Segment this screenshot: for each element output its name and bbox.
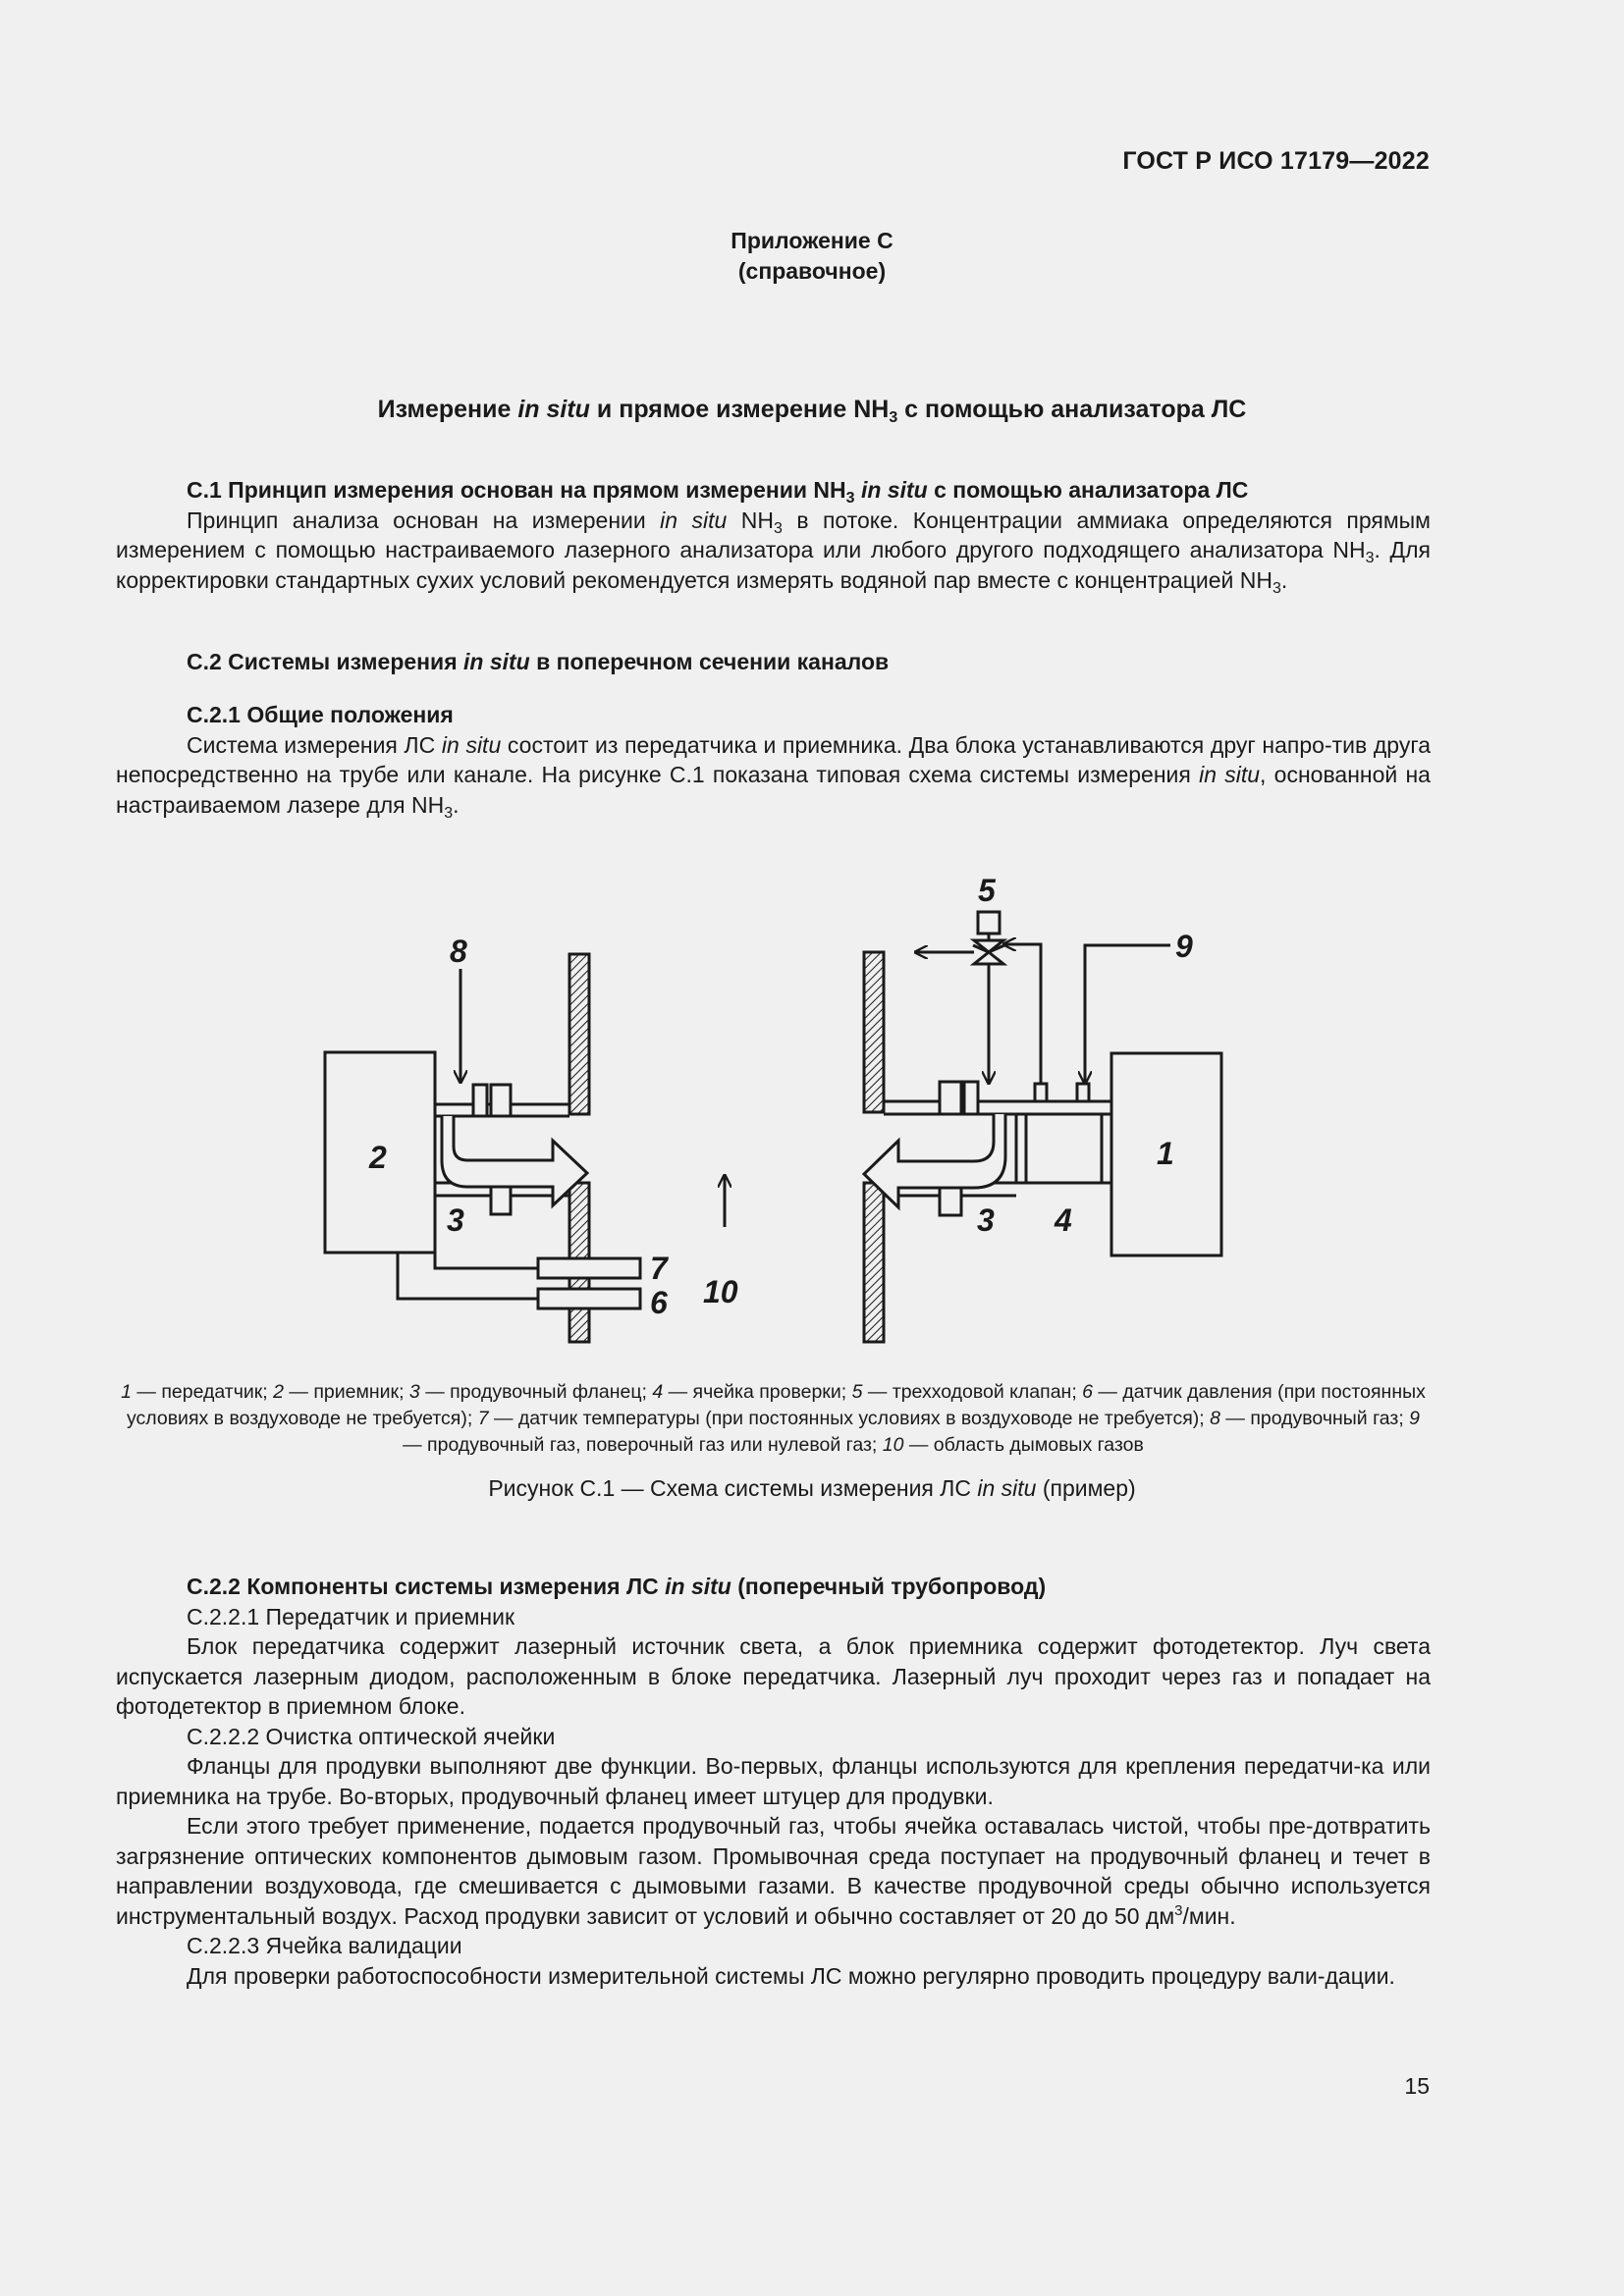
legend-item: 5 — трехходовой клапан;	[851, 1381, 1083, 1403]
label-3-left: 3	[447, 1202, 464, 1238]
document-code: ГОСТ Р ИСО 17179—2022	[1122, 147, 1430, 175]
section-c21-paragraph: Система измерения ЛС in situ состоит из передатчика и приемника. Два блока устанавливаются друг напро-тив друга непосредственно на трубе или канале. На рисунке С.1 показана типовая схема системы измерения in situ, основанной на настраиваемом лазере для $NH_3$.	[116, 731, 1431, 822]
label-6: 6	[650, 1285, 668, 1320]
section-c221-heading: С.2.2.1 Передатчик и приемник	[187, 1603, 515, 1629]
legend-item: 2 — приемник;	[273, 1381, 409, 1403]
section-c1-paragraph: Принцип анализа основан на измерении in situ $NH_3$ в потоке. Концентрации аммиака определяются прямым измерением с помощью настраиваемого лазерного анализатора или любого другого подходящего анализатора $NH_3$. Для корректировки стандартных сухих условий рекомендуется измерять водяной пар вместе с концентрацией $NH_3$.	[116, 507, 1431, 597]
legend-item: 9 — продувочный газ, поверочный газ или нулевой газ;	[403, 1408, 1421, 1456]
section-c223-heading: С.2.2.3 Ячейка валидации	[187, 1933, 462, 1958]
section-c21-heading: С.2.1 Общие положения	[187, 702, 454, 727]
label-10: 10	[703, 1274, 738, 1309]
right-duct-wall-lower	[864, 1183, 884, 1342]
section-c22	[116, 1572, 1431, 1991]
section-c222-paragraph-2: Если этого требует применение, подается продувочный газ, чтобы ячейка оставалась чистой, чтобы пре-дотвратить загрязнение оптических компонентов дымовым газом. Промывочная среда поступает на продувочный фланец и течет в направлении воздуховода, где смешивается с дымовыми газами. В качестве продувочной среды обычно используется инструментальный воздух. Расход продувки зависит от условий и обычно составляет от 20 до 50 $дм^3$/мин.	[116, 1813, 1431, 1929]
section-c223-paragraph: Для проверки работоспособности измерительной системы ЛС можно регулярно проводить процедуру вали-дации.	[187, 1962, 1395, 1989]
legend-item: 1 — передатчик;	[121, 1381, 274, 1403]
label-3-right: 3	[977, 1202, 995, 1238]
section-c221-paragraph: Блок передатчика содержит лазерный источник света, а блок приемника содержит фотодетектор. Луч света испускается лазерным диодом, расположенным в блоке передатчика. Лазерный луч проходит через газ и попадает на фотодетектор в приемном блоке.	[116, 1633, 1431, 1719]
label-9: 9	[1175, 929, 1193, 964]
section-c222-heading: С.2.2.2 Очистка оптической ячейки	[187, 1723, 556, 1749]
legend-item: 6 — датчик давления (при постоянных условиях в воздуховоде не требуется);	[126, 1381, 1426, 1429]
legend-item: 10 — область дымовых газов	[882, 1434, 1144, 1456]
right-duct-wall-upper	[864, 952, 884, 1112]
section-c2-heading: С.2 Системы измерения in situ в поперечном сечении каналов	[187, 649, 890, 674]
figure-caption: Рисунок С.1 — Схема системы измерения ЛС in situ (пример)	[488, 1475, 1136, 1501]
validation-cell	[1016, 1114, 1111, 1183]
label-4: 4	[1055, 1202, 1072, 1238]
legend-item: 7 — датчик температуры (при постоянных условиях в воздуховоде не требуется);	[477, 1408, 1211, 1429]
section-c1-heading: С.1 Принцип измерения основан на прямом измерении $NH_3$ in situ с помощью анализатора ЛС	[187, 477, 1249, 507]
figure-legend	[116, 1379, 1431, 1459]
annex-title: Приложение С	[731, 228, 893, 253]
page-number: 15	[1404, 2073, 1430, 2099]
temperature-sensor	[538, 1258, 640, 1278]
left-flow-arrow	[442, 1116, 587, 1205]
legend-item: 3 — продувочный фланец;	[408, 1381, 653, 1403]
label-7: 7	[650, 1251, 668, 1286]
legend-item: 4 — ячейка проверки;	[652, 1381, 852, 1403]
label-1: 1	[1157, 1136, 1174, 1171]
right-flow-arrow	[864, 1114, 1005, 1207]
three-way-valve-actuator	[978, 912, 1000, 934]
label-2: 2	[369, 1140, 387, 1175]
section-c222-paragraph-1: Фланцы для продувки выполняют две функции. Во-первых, фланцы используются для крепления передатчи-ка или приемника на трубе. Во-вторых, продувочный фланец имеет штуцер для продувки.	[116, 1753, 1431, 1809]
legend-item: 8 — продувочный газ;	[1210, 1408, 1410, 1429]
left-duct-wall-upper	[569, 954, 589, 1114]
section-c22-heading: С.2.2 Компоненты системы измерения ЛС in situ (поперечный трубопровод)	[187, 1574, 1047, 1599]
label-5: 5	[978, 873, 996, 908]
main-title: Измерение in situ и прямое измерение $NH_3$ с помощью анализатора ЛС	[377, 396, 1247, 426]
label-8: 8	[450, 934, 467, 969]
pressure-sensor	[538, 1289, 640, 1308]
annex-status: (справочное)	[737, 258, 887, 284]
